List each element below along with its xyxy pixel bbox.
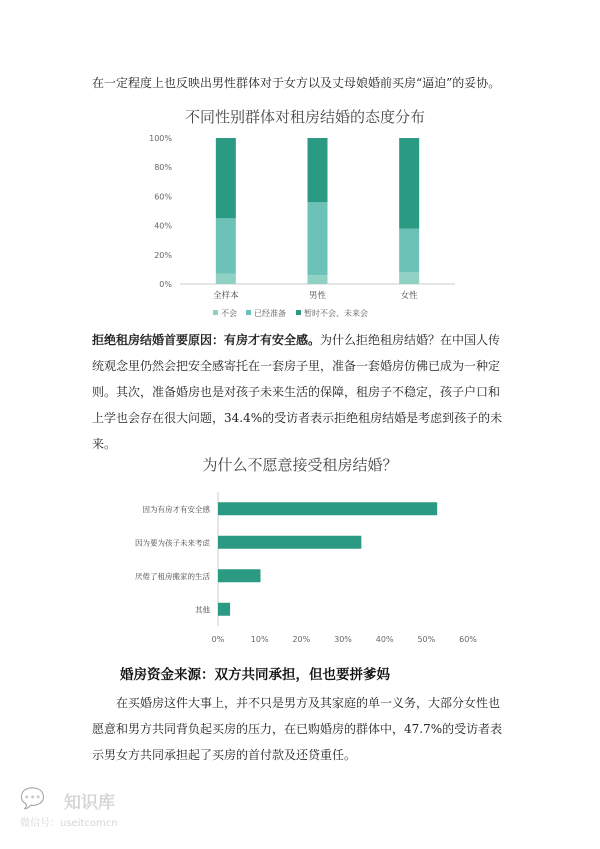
watermark [20,786,118,829]
bar-segment [216,218,236,273]
bar-segment [399,272,419,284]
y-tick-label: 0% [159,280,172,289]
x-tick-label: 40% [375,635,394,644]
x-tick-label: 60% [459,635,477,644]
reasons-chart [135,452,495,654]
x-tick-label: 0% [211,635,225,644]
y-tick-label: 因为要为孩子未来考虑 [135,538,210,548]
section1-body: 为什么拒绝租房结婚？在中国人传统观念里仍然会把安全感寄托在一套房子里，准备一套婚房仿佛已成为一种定则。其次，准备婚房也是对孩子未来生活的保障，租房子不稳定，孩子户口和上学也会存在很大问题，34.4%的受访者表示拒绝租房结婚是考虑到孩子的未来。 [92,333,503,451]
bar [218,502,437,515]
x-tick-label: 男性 [308,291,327,301]
chart-title: 为什么不愿意接受租房结婚？ [202,456,398,474]
bar-segment [308,138,328,202]
legend-label: 不会 [221,309,237,318]
wechat-icon: 💬 [20,786,45,810]
legend-swatch [296,310,301,315]
bar-segment [308,202,328,275]
x-tick-label: 30% [334,635,352,644]
watermark-name: 知识库 [64,793,115,813]
x-tick-label: 全样本 [213,291,239,301]
y-tick-label: 40% [154,221,172,231]
y-tick-label: 20% [154,250,172,260]
intro-paragraph: 在一定程度上也反映出男性群体对于女方以及丈母娘婚前买房“逼迫”的妥协。 [92,76,501,90]
y-tick-label: 其他 [195,605,210,615]
bar-segment [216,138,236,218]
section2-paragraph: 在买婚房这件大事上，并不只是男方及其家庭的单一义务，大部分女性也愿意和男方共同背负起买房的压力，在已购婚房的群体中，47.7%的受访者表示男女方共同承担起了买房的首付款及还贷重任。 [92,696,503,762]
bar-segment [216,274,236,284]
bar-segment [308,275,328,284]
x-tick-label: 女性 [400,291,418,301]
bar-segment [399,229,419,273]
y-tick-label: 因为有房才有安全感 [142,504,210,514]
section1-highlight: 拒绝租房结婚首要原因：有房才有安全感。 [92,333,321,347]
x-tick-label: 20% [292,635,311,644]
attitude-chart [135,100,475,328]
bar-segment [399,138,419,229]
legend-label: 已经准备 [254,309,286,318]
bar [218,536,361,549]
legend-swatch [246,310,251,315]
legend-swatch [213,310,218,315]
x-tick-label: 50% [417,635,436,644]
bar [218,569,261,582]
watermark-sub: 微信号：useitcomcn [20,818,118,829]
section2-heading: 婚房资金来源：双方共同承担，但也要拼爹妈 [120,667,390,683]
y-tick-label: 厌倦了租房搬家的生活 [135,571,210,581]
y-tick-label: 80% [154,163,172,173]
chart-title: 不同性别群体对租房结婚的态度分布 [184,108,426,126]
y-tick-label: 60% [154,192,172,202]
bar [218,603,230,616]
x-tick-label: 10% [250,635,269,644]
legend-label: 暂时不会、未来会 [304,309,368,318]
section1-paragraph [92,327,510,457]
y-tick-label: 100% [149,134,172,143]
